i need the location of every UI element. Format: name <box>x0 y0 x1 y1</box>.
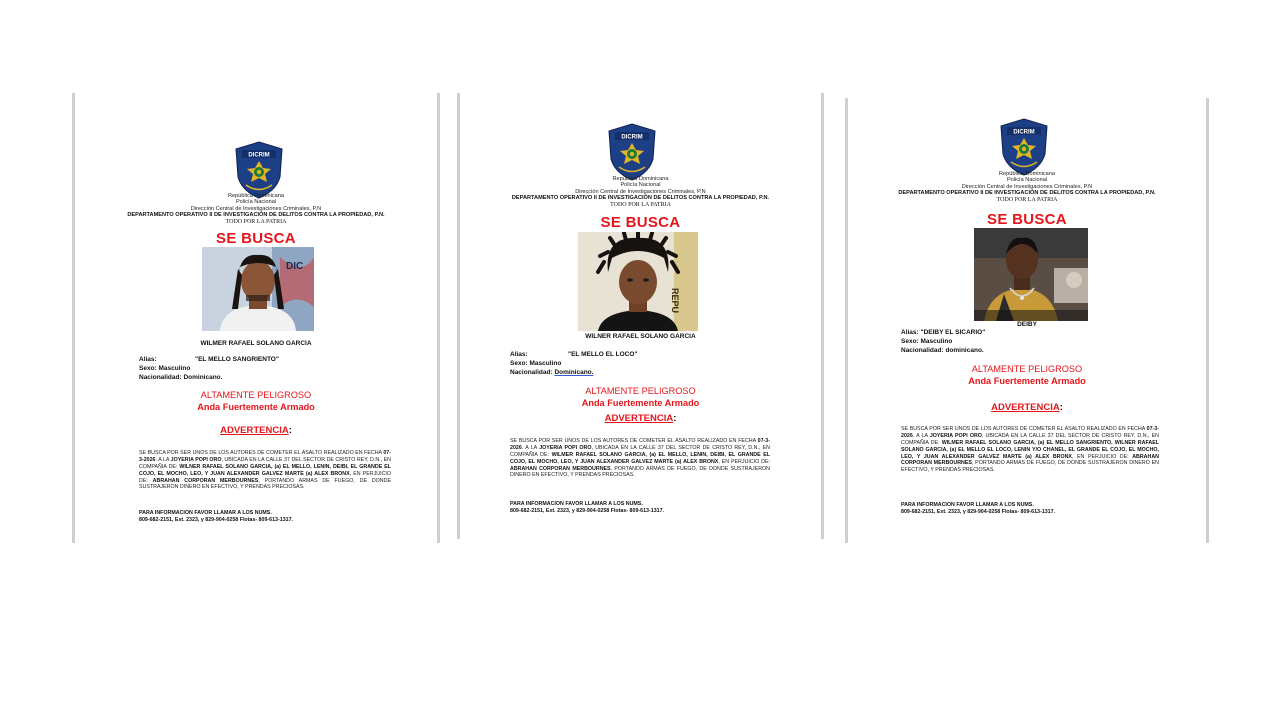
poster-header <box>75 193 437 226</box>
armed-warning: Anda Fuertemente Armado <box>581 397 700 408</box>
sex-value: Masculino <box>920 337 953 345</box>
nationality-label: Nacionalidad: <box>139 373 182 381</box>
header-agency: Policía Nacional <box>1006 177 1048 184</box>
alias-label: Alias: <box>510 351 528 358</box>
wanted-poster-2 <box>457 93 824 539</box>
armed-warning: Anda Fuertemente Armado <box>197 401 315 412</box>
se-busca-title: SE BUSCA <box>216 230 296 247</box>
warning-body: SE BUSCA POR SER UNOS DE LOS AUTORES DE COMETER EL ASALTO REALIZADO EN FECHA 07-3-2026. A LA JOYERIA POPI ORO, UBICADA EN LA CALLE 37 DEL SECTOR DE CRISTO REY, D.N., EN COMPAÑIA DE: WILNER RAFAEL SOLANO GARCIA, (a) EL MELLO, LENIN, DEIBI, EL GRANDE EL COJO, EL MOCHO, LEO, Y JUAN ALEXANDER GALVEZ MARTE (a) ALEX BRONX, EN PERJUICIO DE: ABRAHAN CORPORAN MERBOURNES, PORTANDO ARMAS DE FUEGO, DE DONDE SUSTRAJERON DINERO EN EFECTIVO, Y PRENDAS PRECIOSAS. <box>139 450 391 491</box>
header-motto: TODO POR LA PATRIA <box>996 196 1058 203</box>
alias-value: "EL MELLO EL LOCO" <box>568 351 638 358</box>
svg-text:REPU: REPU <box>670 288 680 314</box>
suspect-name: WILMER RAFAEL SOLANO GARCIA <box>200 340 312 347</box>
header-country: República Dominicana <box>612 176 669 182</box>
nationality-label: Nacionalidad: <box>510 368 553 376</box>
dicrim-shield-icon <box>234 141 284 199</box>
header-motto: TODO POR LA PATRIA <box>610 201 671 208</box>
warning-body: SE BUSCA POR SER UNOS DE LOS AUTORES DE COMETER EL ASALTO REALIZADO EN FECHA 07-3-2026. A LA JOYERIA POPI ORO, UBICADA EN LA CALLE 37 DEL SECTOR DE CRISTO REY, D.N., EN COMPAÑIA DE: WILMER RAFAEL SOLANO GARCIA, (a) EL MELLO SANGRIENTO, WILNER RAFAEL SOLANO GARCIA, (a) EL MELLO EL LOCO, LENIN Y/O CHANEL, EL GRANDE EL COJO, EL MOCHO, LEO, Y JUAN ALEXANDER GALVEZ MARTE (a) ALEX BRONX, EN PERJUICIO DE: ABRAHAN CORPORAN MERBOURNES, PORTANDO ARMAS DE FUEGO, DE DONDE SUSTRAJERON DINERO EN EFECTIVO, Y PRENDAS PRECIOSAS. <box>901 426 1159 474</box>
danger-notice <box>460 386 821 410</box>
contact-numbers: 809-682-2151, Ext. 2323, y 829-904-0258 Flotas- 809-613-1317. <box>901 509 1056 516</box>
alias-label: Alias: <box>139 356 157 363</box>
advertencia-heading: ADVERTENCIA: <box>220 425 292 436</box>
suspect-info <box>901 329 985 355</box>
header-agency: Policía Nacional <box>620 182 661 189</box>
wanted-poster-1 <box>72 93 440 543</box>
nationality-value: Dominicano. <box>183 373 223 381</box>
nationality-value: Dominicano. <box>554 368 594 376</box>
contact-intro: PARA INFORMACION FAVOR LLAMAR A LOS NUMS. <box>901 502 1034 508</box>
contact-intro: PARA INFORMACION FAVOR LLAMAR A LOS NUMS. <box>139 510 272 516</box>
warning-body: SE BUSCA POR SER UNOS DE LOS AUTORES DE COMETER EL ASALTO REALIZADO EN FECHA 07-3-2026. A LA JOYERIA POPI ORO, UBICADA EN LA CALLE 37 DEL SECTOR DE CRISTO REY, D.N., EN COMPAÑIA DE: WILMER RAFAEL SOLANO GARCIA, (a) EL MELLO, LENIN, DEIBI, EL GRANDE EL COJO, EL MOCHO, LEO, Y JUAN ALEXANDER GALVEZ MARTE (a) ALEX BRONX, EN PERJUICIO DE: ABRAHAN CORPORAN MERBOURNES, PORTANDO ARMAS DE FUEGO, DE DONDE SUSTRAJERON DINERO EN EFECTIVO, Y PRENDAS PRECIOSAS. <box>510 438 771 479</box>
danger-notice <box>848 364 1206 388</box>
wanted-poster-3 <box>845 98 1209 543</box>
contact-numbers: 809-682-2151, Ext. 2323, y 829-904-0258 Flotas- 809-613-1317. <box>510 508 665 515</box>
header-directorate: Dirección Central de Investigaciones Criminales, P.N <box>961 183 1093 190</box>
header-agency: Policía Nacional <box>235 199 277 206</box>
poster-header <box>460 176 821 209</box>
dicrim-shield-icon <box>999 118 1049 176</box>
header-directorate: Dirección Central de Investigaciones Criminales, P.N <box>190 205 322 212</box>
sex-label: Sexo: <box>510 359 528 367</box>
header-department: DEPARTAMENTO OPERATIVO II DE INVESTIGACIÓN DE DELITOS CONTRA LA PROPIEDAD, P.N. <box>511 195 770 202</box>
danger-notice <box>75 390 437 414</box>
sex-label: Sexo: <box>139 364 157 372</box>
suspect-photo <box>578 232 698 331</box>
svg-text:DICRIM: DICRIM <box>248 152 270 159</box>
armed-warning: Anda Fuertemente Armado <box>968 375 1086 386</box>
se-busca-title: SE BUSCA <box>987 211 1067 228</box>
header-country: República Dominicana <box>228 193 284 199</box>
advertencia-heading: ADVERTENCIA: <box>991 402 1063 413</box>
suspect-photo <box>974 228 1088 321</box>
nationality-label: Nacionalidad: <box>901 346 944 354</box>
danger-level: ALTAMENTE PELIGROSO <box>200 390 312 400</box>
poster-header <box>848 171 1206 204</box>
sex-value: Masculino <box>529 359 562 367</box>
svg-text:DICRIM: DICRIM <box>621 134 643 141</box>
suspect-name: WILNER RAFAEL SOLANO GARCIA <box>585 333 696 340</box>
header-motto: TODO POR LA PATRIA <box>225 218 287 225</box>
alias-value: "DEIBY EL SICARIO" <box>920 329 986 336</box>
alias-value: "EL MELLO SANGRIENTO" <box>195 356 279 363</box>
suspect-info <box>139 356 279 382</box>
svg-text:DICRIM: DICRIM <box>1013 129 1035 136</box>
contact-info <box>901 502 1055 516</box>
header-country: República Dominicana <box>999 171 1055 177</box>
danger-level: ALTAMENTE PELIGROSO <box>971 364 1083 374</box>
header-department: DEPARTAMENTO OPERATIVO II DE INVESTIGACIÓN DE DELITOS CONTRA LA PROPIEDAD, P.N. <box>127 212 385 219</box>
svg-text:DIC: DIC <box>286 261 304 272</box>
sex-value: Masculino <box>158 364 191 372</box>
contact-info <box>510 501 664 515</box>
se-busca-title: SE BUSCA <box>600 214 681 231</box>
sex-label: Sexo: <box>901 337 919 345</box>
header-directorate: Dirección Central de Investigaciones Criminales, P.N <box>575 188 706 195</box>
contact-info <box>139 510 293 524</box>
header-department: DEPARTAMENTO OPERATIVO II DE INVESTIGACIÓN DE DELITOS CONTRA LA PROPIEDAD, P.N. <box>898 190 1156 197</box>
nationality-value: dominicano. <box>945 346 984 354</box>
alias-label: Alias: <box>901 329 919 336</box>
suspect-name: DEIBY <box>1017 321 1037 328</box>
contact-numbers: 809-682-2151, Ext. 2323, y 829-904-0258 Flotas- 809-613-1317. <box>139 517 294 524</box>
contact-intro: PARA INFORMACION FAVOR LLAMAR A LOS NUMS. <box>510 501 643 507</box>
suspect-photo <box>202 247 314 331</box>
danger-level: ALTAMENTE PELIGROSO <box>585 386 696 396</box>
advertencia-heading: ADVERTENCIA: <box>604 413 677 424</box>
suspect-info <box>510 351 637 377</box>
dicrim-shield-icon <box>607 123 657 181</box>
